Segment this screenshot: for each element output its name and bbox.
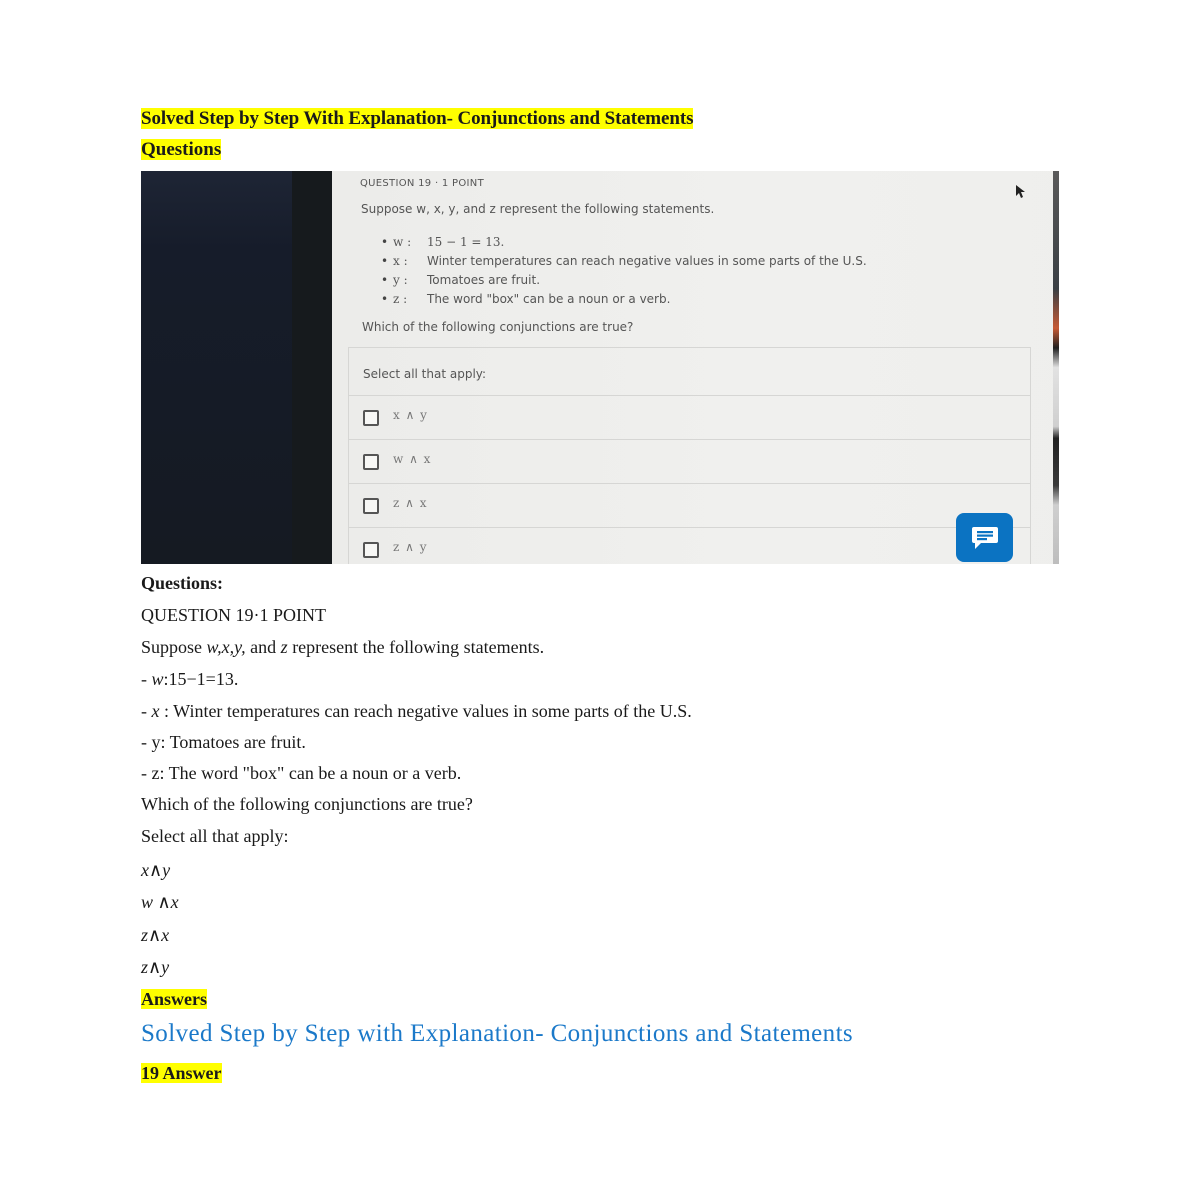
quiz-statement-list bbox=[381, 233, 867, 309]
checkbox[interactable] bbox=[363, 454, 379, 470]
option-w-and-x: w ∧x bbox=[141, 892, 179, 912]
quiz-prompt: Which of the following conjunctions are true? bbox=[362, 320, 634, 334]
photo-monitor-bezel bbox=[292, 171, 332, 564]
document-title: Solved Step by Step With Explanation- Conjunctions and Statements bbox=[141, 108, 694, 129]
option-z-and-x: z∧x bbox=[141, 925, 170, 945]
select-all-label: Select all that apply: bbox=[348, 347, 1030, 396]
statement-w: - w:15−1=13. bbox=[141, 669, 239, 689]
checkbox[interactable] bbox=[363, 410, 379, 426]
quiz-statement-x: • x : Winter temperatures can reach negative values in some parts of the U.S. bbox=[381, 252, 867, 271]
quiz-option-z-and-x[interactable]: z ∧ x bbox=[348, 483, 1030, 528]
question-intro: Suppose w,x,y, and z represent the following statements. bbox=[141, 637, 545, 657]
statement-x: - x : Winter temperatures can reach negative values in some parts of the U.S. bbox=[141, 701, 692, 721]
checkbox[interactable] bbox=[363, 542, 379, 558]
bullet-icon: • bbox=[381, 235, 389, 249]
quiz-question-header: QUESTION 19 · 1 POINT bbox=[360, 178, 484, 189]
select-all-text: Select all that apply: bbox=[141, 826, 289, 846]
question-prompt: Which of the following conjunctions are true? bbox=[141, 794, 473, 814]
question-header: QUESTION 19·1 POINT bbox=[141, 605, 326, 625]
quiz-option-x-and-y[interactable]: x ∧ y bbox=[348, 395, 1030, 440]
option-z-and-y: z∧y bbox=[141, 957, 170, 977]
questions-heading: Questions bbox=[141, 139, 222, 160]
bullet-icon: • bbox=[381, 273, 389, 287]
option-x-and-y: x∧y bbox=[141, 860, 171, 880]
answer-number: 19 Answer bbox=[141, 1063, 222, 1083]
statement-z: - z: The word "box" can be a noun or a verb. bbox=[141, 763, 462, 783]
mouse-cursor-icon bbox=[1016, 185, 1026, 199]
answers-heading: Answers bbox=[141, 989, 207, 1009]
questions-label: Questions: bbox=[141, 573, 224, 593]
quiz-statement-z: • z : The word "box" can be a noun or a verb. bbox=[381, 290, 867, 309]
quiz-option-z-and-y[interactable]: z ∧ y bbox=[348, 527, 1030, 564]
bullet-icon: • bbox=[381, 292, 389, 306]
statement-y: - y: Tomatoes are fruit. bbox=[141, 732, 306, 752]
quiz-option-w-and-x[interactable]: w ∧ x bbox=[348, 439, 1030, 484]
chat-bubble-icon bbox=[971, 525, 999, 551]
answer-link[interactable]: Solved Step by Step with Explanation- Conjunctions and Statements bbox=[141, 1020, 854, 1047]
chat-button[interactable] bbox=[956, 513, 1013, 562]
photo-right-edge bbox=[1053, 171, 1059, 564]
bullet-icon: • bbox=[381, 254, 389, 268]
checkbox[interactable] bbox=[363, 498, 379, 514]
quiz-statement-y: • y : Tomatoes are fruit. bbox=[381, 271, 867, 290]
quiz-intro: Suppose w, x, y, and z represent the following statements. bbox=[361, 202, 715, 216]
quiz-statement-w: • w : 15 − 1 = 13. bbox=[381, 233, 867, 252]
question-screenshot bbox=[141, 171, 1059, 564]
options-border-right bbox=[1030, 347, 1031, 564]
